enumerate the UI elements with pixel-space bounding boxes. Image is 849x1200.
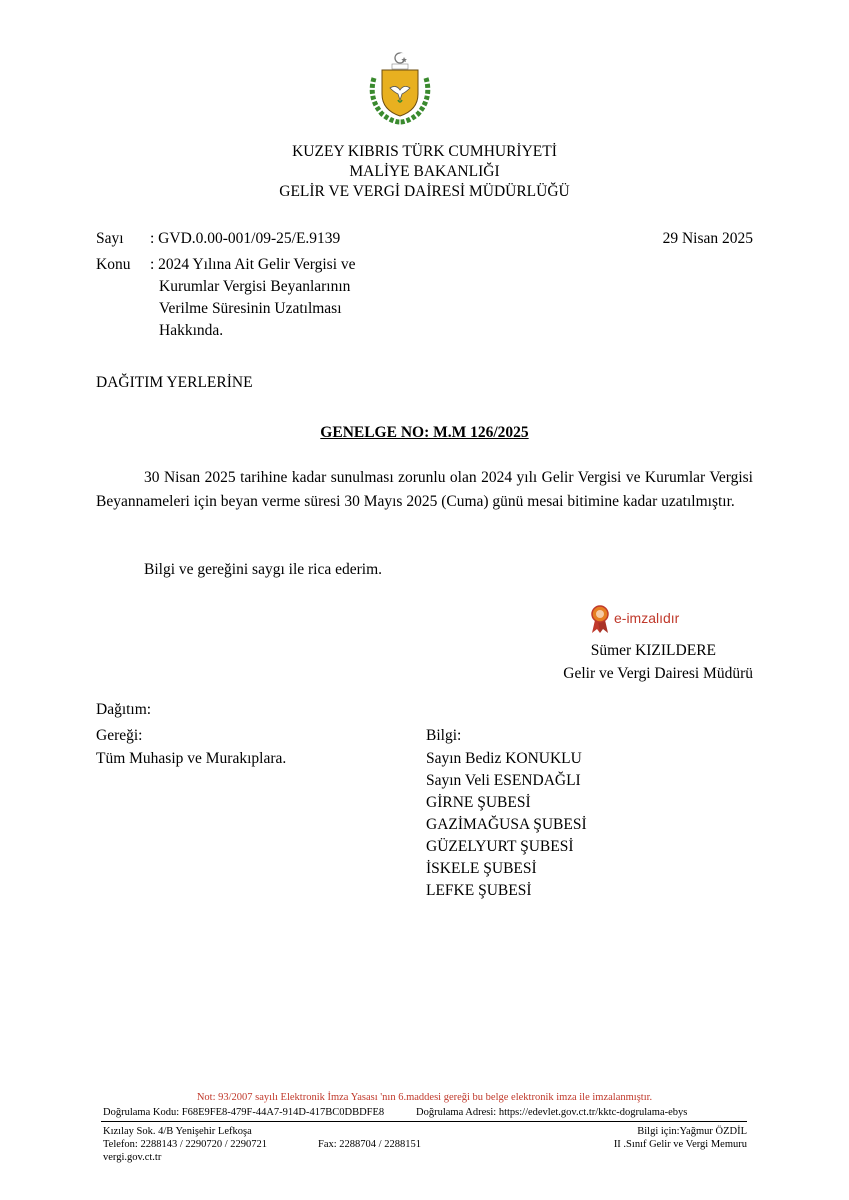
distribution-label: Dağıtım: xyxy=(96,701,152,718)
ribbon-seal-icon xyxy=(590,604,610,634)
geregi-value: Tüm Muhasip ve Murakıplara. xyxy=(96,750,287,767)
verification-address[interactable]: Doğrulama Adresi: https://edevlet.gov.ct.tr/kktc-dogrulama-ebys xyxy=(416,1107,688,1118)
list-item: GÜZELYURT ŞUBESİ xyxy=(426,838,574,855)
signatory-title: Gelir ve Vergi Dairesi Müdürü xyxy=(563,665,753,682)
konu-line-3: Verilme Süresinin Uzatılması xyxy=(159,300,342,317)
list-item: GİRNE ŞUBESİ xyxy=(426,794,531,811)
contact-title: II .Sınıf Gelir ve Vergi Memuru xyxy=(613,1139,747,1150)
konu-line-1: : 2024 Yılına Ait Gelir Vergisi ve xyxy=(150,256,356,273)
footer-website[interactable]: vergi.gov.ct.tr xyxy=(103,1152,162,1163)
signatory-name: Sümer KIZILDERE xyxy=(590,642,716,659)
verification-code: Doğrulama Kodu: F68E9FE8-479F-44A7-914D-417BC0DBDFE8 xyxy=(103,1107,385,1118)
footer-phone: Telefon: 2288143 / 2290720 / 2290721 xyxy=(103,1139,268,1150)
list-item: GAZİMAĞUSA ŞUBESİ xyxy=(426,816,587,833)
header-line-country: KUZEY KIBRIS TÜRK CUMHURİYETİ xyxy=(292,143,557,160)
document-date: 29 Nisan 2025 xyxy=(662,230,753,247)
bilgi-label: Bilgi: xyxy=(426,727,462,744)
bilgi-list xyxy=(426,748,587,902)
konu-label: Konu xyxy=(96,256,131,273)
esign-legal-note: Not: 93/2007 sayılı Elektronik İmza Yasası 'nın 6.maddesi gereği bu belge elektronik imza ile imzalanmıştır. xyxy=(196,1092,653,1103)
body-paragraph-2: Bilgi ve gereğini saygı ile rica ederim. xyxy=(144,561,383,578)
genelge-title: GENELGE NO: M.M 126/2025 xyxy=(320,424,529,441)
geregi-label: Gereği: xyxy=(96,727,143,744)
kktc-emblem-icon xyxy=(360,48,440,126)
list-item: LEFKE ŞUBESİ xyxy=(426,882,532,899)
recipient-heading: DAĞITIM YERLERİNE xyxy=(96,374,253,391)
konu-line-4: Hakkında. xyxy=(159,322,224,339)
header-line-department: GELİR VE VERGİ DAİRESİ MÜDÜRLÜĞÜ xyxy=(279,183,570,200)
sayi-label: Sayı xyxy=(96,230,124,247)
body-paragraph-1: 30 Nisan 2025 tarihine kadar sunulması zorunlu olan 2024 yılı Gelir Vergisi ve Kurumlar Vergisi Beyannameleri için beyan verme süresi 30 Mayıs 2025 (Cuma) günü mesai bitimine kadar uzatılmıştır. xyxy=(96,469,753,510)
contact-name: Bilgi için:Yağmur ÖZDİL xyxy=(637,1126,747,1137)
list-item: Sayın Bediz KONUKLU xyxy=(426,750,582,767)
header-line-ministry: MALİYE BAKANLIĞI xyxy=(349,163,500,180)
esign-label: e-imzalıdır xyxy=(614,610,680,626)
footer-divider xyxy=(101,1121,747,1122)
footer-fax: Fax: 2288704 / 2288151 xyxy=(318,1139,421,1150)
esign-badge xyxy=(590,604,720,634)
footer-address: Kızılay Sok. 4/B Yenişehir Lefkoşa xyxy=(103,1126,252,1137)
konu-line-2: Kurumlar Vergisi Beyanlarının xyxy=(159,278,351,295)
list-item: Sayın Veli ESENDAĞLI xyxy=(426,772,581,789)
list-item: İSKELE ŞUBESİ xyxy=(426,860,537,877)
sayi-value: : GVD.0.00-001/09-25/E.9139 xyxy=(150,230,341,247)
